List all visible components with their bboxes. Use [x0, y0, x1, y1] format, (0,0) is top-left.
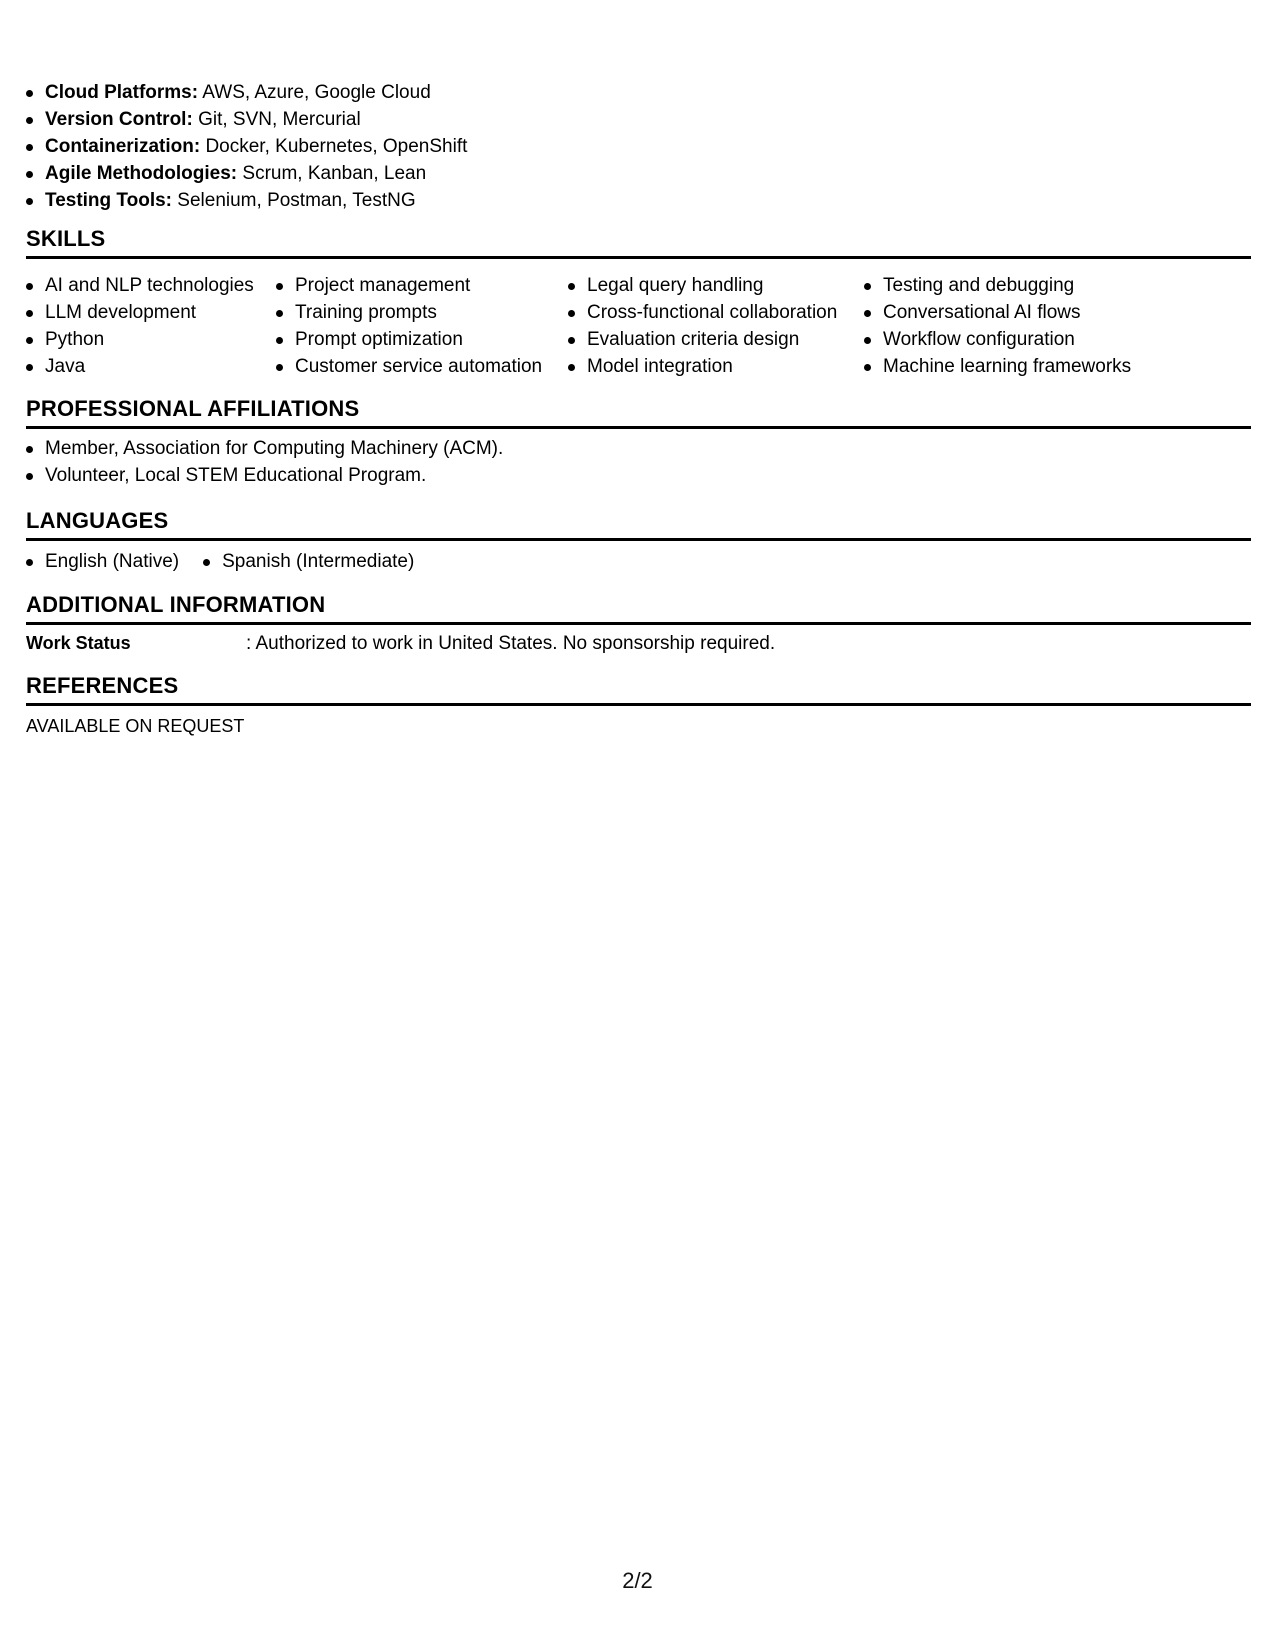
- languages-list: [26, 548, 438, 575]
- work-status-row: [26, 630, 1251, 657]
- list-item: [26, 187, 467, 214]
- list-item: [26, 133, 467, 160]
- work-status-value: : Authorized to work in United States. No sponsorship required.: [246, 633, 776, 654]
- affiliation-item: Member, Association for Computing Machinery (ACM).: [26, 435, 503, 462]
- item-value: Selenium, Postman, TestNG: [177, 190, 416, 211]
- language-item: English (Native): [26, 548, 179, 575]
- skills-column-1: [26, 272, 254, 380]
- skill-item: Training prompts: [276, 299, 542, 326]
- skill-item: Cross-functional collaboration: [568, 299, 837, 326]
- item-label: Version Control:: [45, 109, 193, 130]
- affiliation-item: Volunteer, Local STEM Educational Program.: [26, 462, 503, 489]
- item-label: Testing Tools:: [45, 190, 173, 211]
- list-item: [26, 79, 467, 106]
- item-value: AWS, Azure, Google Cloud: [202, 82, 431, 103]
- skill-item: Legal query handling: [568, 272, 837, 299]
- item-label: Containerization:: [45, 136, 201, 157]
- skill-item: Machine learning frameworks: [864, 353, 1131, 380]
- skill-item: Conversational AI flows: [864, 299, 1131, 326]
- affiliations-list: [26, 435, 503, 489]
- language-item: Spanish (Intermediate): [203, 548, 414, 575]
- skills-column-4: [864, 272, 1131, 380]
- skill-item: LLM development: [26, 299, 254, 326]
- technical-tools-list: [26, 79, 467, 214]
- skill-item: Customer service automation: [276, 353, 542, 380]
- item-value: Scrum, Kanban, Lean: [242, 163, 427, 184]
- skill-item: Workflow configuration: [864, 326, 1131, 353]
- affiliations-heading: PROFESSIONAL AFFILIATIONS: [26, 394, 1251, 429]
- skill-item: Project management: [276, 272, 542, 299]
- item-label: Cloud Platforms:: [45, 82, 199, 103]
- skill-item: Python: [26, 326, 254, 353]
- skills-column-3: [568, 272, 837, 380]
- item-value: Docker, Kubernetes, OpenShift: [205, 136, 468, 157]
- references-heading: REFERENCES: [26, 671, 1251, 706]
- item-label: Agile Methodologies:: [45, 163, 238, 184]
- page-number: 2/2: [622, 1568, 653, 1593]
- skill-item: Evaluation criteria design: [568, 326, 837, 353]
- skill-item: Java: [26, 353, 254, 380]
- skill-item: AI and NLP technologies: [26, 272, 254, 299]
- list-item: [26, 160, 467, 187]
- additional-info-heading: ADDITIONAL INFORMATION: [26, 590, 1251, 625]
- skill-item: Testing and debugging: [864, 272, 1131, 299]
- skill-item: Model integration: [568, 353, 837, 380]
- work-status-label: Work Status: [26, 633, 131, 653]
- skills-heading: SKILLS: [26, 224, 1251, 259]
- item-value: Git, SVN, Mercurial: [198, 109, 361, 130]
- skill-item: Prompt optimization: [276, 326, 542, 353]
- references-text: AVAILABLE ON REQUEST: [26, 716, 245, 736]
- list-item: [26, 106, 467, 133]
- languages-heading: LANGUAGES: [26, 506, 1251, 541]
- skills-column-2: [276, 272, 542, 380]
